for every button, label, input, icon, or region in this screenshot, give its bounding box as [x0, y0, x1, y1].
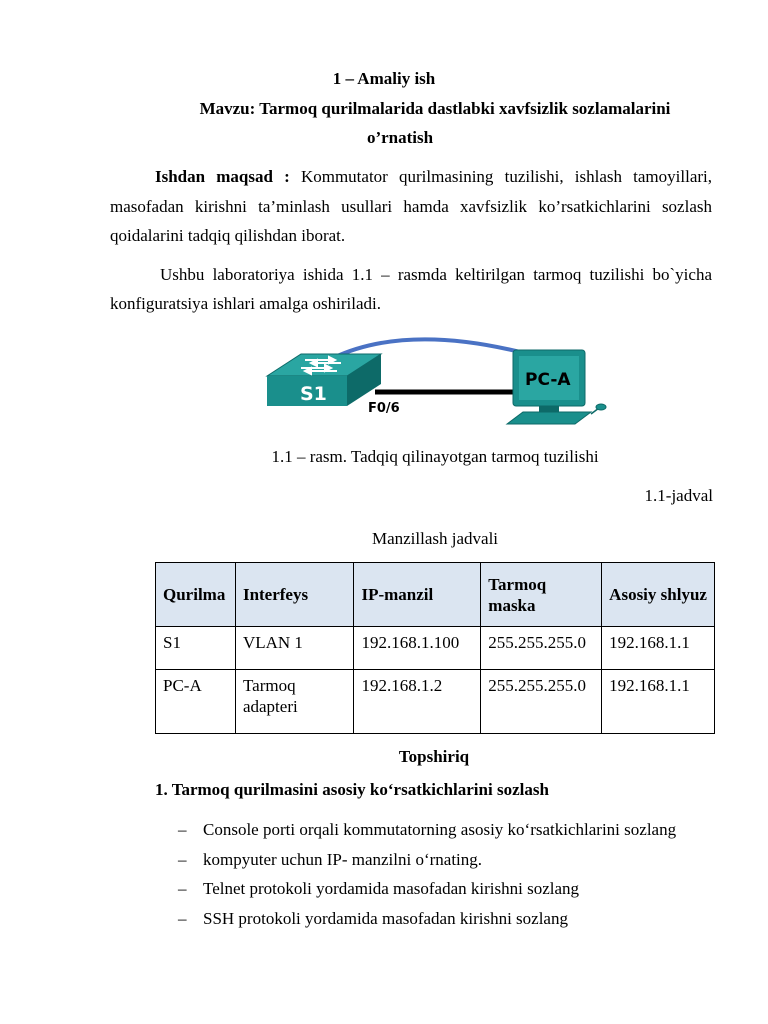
addressing-table	[155, 562, 715, 734]
figure-caption: 1.1 – rasm. Tadqiq qilinayotgan tarmoq tuzilishi	[271, 447, 599, 466]
task-heading: Topshiriq	[398, 747, 470, 766]
switch-label: S1	[300, 383, 327, 405]
topic-line-1: Mavzu: Tarmoq qurilmalarida dastlabki xavfsizlik sozlamalarini	[199, 99, 671, 118]
cell-subnet-mask: 255.255.255.0	[481, 670, 602, 734]
goal-line-2: masofadan kirishni ta’minlash usullari hamda xavfsizlik ko’rsatkichlarini sozlash	[110, 197, 712, 216]
cell-device: S1	[156, 627, 236, 670]
header-ip-address: IP-manzil	[354, 563, 481, 627]
header-device: Qurilma	[156, 563, 236, 627]
dash-bullet: –	[178, 849, 187, 869]
dash-bullet: –	[178, 908, 187, 928]
table-row	[156, 670, 715, 734]
network-topology-figure	[255, 330, 615, 430]
list-item	[178, 846, 676, 876]
header-default-gateway: Asosiy shlyuz	[602, 563, 715, 627]
cell-device: PC-A	[156, 670, 236, 734]
cell-interface: VLAN 1	[235, 627, 354, 670]
header-interface: Interfeys	[235, 563, 354, 627]
intro-line-2: konfiguratsiya ishlari amalga oshiriladi.	[110, 294, 381, 313]
table-row	[156, 627, 715, 670]
list-item-text: Console porti orqali kommutatorning asosiy ko‘rsatkichlarini sozlang	[203, 820, 677, 839]
port-label: F0/6	[368, 401, 400, 416]
cell-ip-address: 192.168.1.2	[354, 670, 481, 734]
goal-line-1	[155, 162, 712, 192]
cell-subnet-mask: 255.255.255.0	[481, 627, 602, 670]
pc-label: PC-A	[525, 370, 571, 390]
task-list	[178, 816, 676, 934]
dash-bullet: –	[178, 820, 187, 839]
list-item	[178, 816, 676, 846]
goal-label: Ishdan maqsad :	[155, 167, 290, 186]
header-subnet-mask: Tarmoq maska	[481, 563, 602, 627]
list-item	[178, 875, 676, 905]
cell-interface: Tarmoq adapteri	[235, 670, 354, 734]
goal-line-3: qoidalarini tadqiq qilishdan iborat.	[110, 226, 346, 245]
table-title: Manzillash jadvali	[371, 529, 499, 548]
list-item-text: Telnet protokoli yordamida masofadan kirishni sozlang	[203, 879, 580, 898]
cell-default-gateway: 192.168.1.1	[602, 627, 715, 670]
list-item-text: kompyuter uchun IP- manzilni o‘rnating.	[203, 849, 483, 869]
cell-ip-address: 192.168.1.100	[354, 627, 481, 670]
cell-default-gateway: 192.168.1.1	[602, 670, 715, 734]
table-header-row	[156, 563, 715, 627]
goal-text-1: Kommutator qurilmasining tuzilishi, ishlash tamoyillari,	[300, 167, 713, 186]
table-number: 1.1-jadval	[644, 486, 713, 505]
list-item-text: SSH protokoli yordamida masofadan kirishni sozlang	[203, 908, 568, 928]
doc-title: 1 – Amaliy ish	[332, 69, 436, 88]
dash-bullet: –	[178, 879, 187, 898]
task-subheading: 1. Tarmoq qurilmasini asosiy ko‘rsatkichlarini sozlash	[155, 780, 549, 799]
intro-line-1: Ushbu laboratoriya ishida 1.1 – rasmda keltirilgan tarmoq tuzilishi bo`yicha	[160, 265, 712, 284]
list-item	[178, 905, 676, 935]
topic-line-2: o’rnatish	[366, 128, 434, 147]
